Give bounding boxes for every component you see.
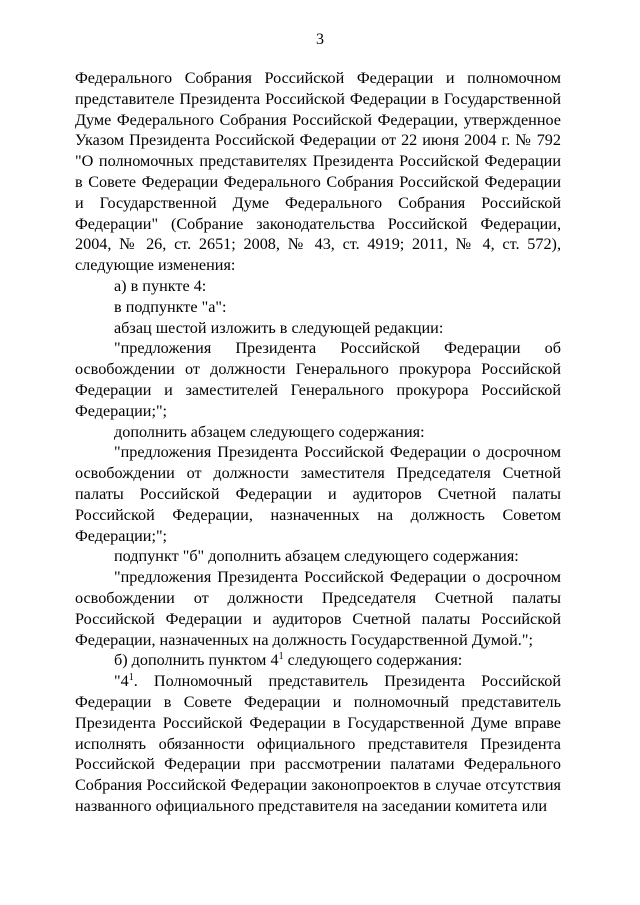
paragraph-subitem-a: в подпункте "а": [114,297,227,316]
new-point-superscript: 1 [128,672,134,684]
paragraph-item-b [75,650,561,671]
paragraph-instruction-sixth: абзац шестой изложить в следующей редакции: [114,318,444,337]
paragraph-new-point [75,671,561,817]
paragraph-quote-deputy-chairman: "предложения Президента Российской Федерации о досрочном освобождении от должности заместителя Председателя Счетной палаты Российской Федерации и аудиторов Счетной палаты Российской Федерации, назначенных на должность Советом Федерации;"; [75,443,561,545]
item-b-text-before: б) дополнить пунктом 4 [114,651,279,670]
page-number: 3 [316,31,324,48]
paragraph-item-a: а) в пункте 4: [114,276,207,295]
paragraph-quote-prosecutor: "предложения Президента Российской Федерации об освобождении от должности Генерального прокурора Российской Федерации и заместителей Генерального прокурора Российской Федерации;"; [75,339,561,420]
item-b-text-after: следующего содержания: [283,651,463,670]
paragraph-quote-chairman: "предложения Президента Российской Федерации о досрочном освобождении от должности Председателя Счетной палаты Российской Федерации и аудиторов Счетной палаты Российской Федерации, назначенных на должность Государственной Думой."; [75,568,561,649]
new-point-text-before: "4 [114,672,129,691]
paragraph-preamble: Федерального Собрания Российской Федерации и полномочном представителе Президента Российской Федерации в Государственной Думе Федерального Собрания Российской Федерации, утвержденное Указом Президента Российской Федерации от 22 июня 2004 г. № 792 "О полномочных представителях Президента Российской Федерации в Совете Федерации Федерального Собрания Российской Федерации и Государственной Думе Федерального Собрания Российской Федерации" (Собрание законодательства Российской Федерации, 2004, № 26, ст. 2651; 2008, № 43, ст. 4919; 2011, № 4, ст. 572), следующие изменения: [75,69,561,275]
item-b-superscript: 1 [278,651,284,663]
paragraph-instruction-supplement: дополнить абзацем следующего содержания: [114,422,425,441]
paragraph-subitem-b: подпункт "б" дополнить абзацем следующего содержания: [114,547,519,566]
new-point-text-after: . Полномочный представитель Президента Российской Федерации в Совете Федерации и полномочный представитель Президента Российской Федерации в Государственной Думе вправе исполнять обязанности официального представителя Президента Российской Федерации при рассмотрении палатами Федерального Собрания Российской Федерации законопроектов в случае отсутствия названного официального представителя на заседании комитета или [75,672,561,815]
document-body [75,68,561,817]
